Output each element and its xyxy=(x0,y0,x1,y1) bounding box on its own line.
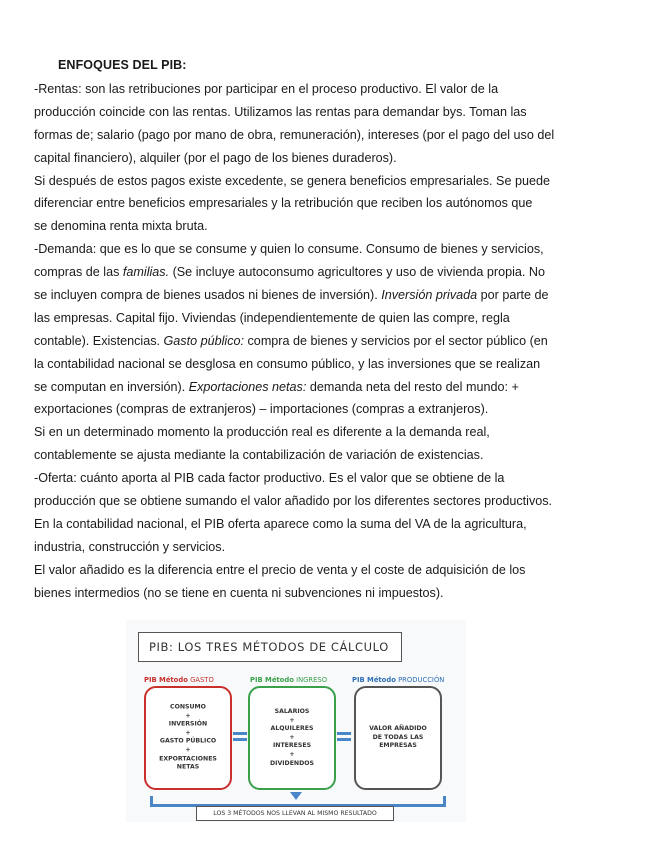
text-line: diferenciar entre beneficios empresariales y la retribución que reciben los autónomos que xyxy=(34,196,533,211)
text-line xyxy=(34,261,630,284)
label-prefix: PIB Método xyxy=(144,676,188,684)
plus: + xyxy=(289,750,295,758)
label-prefix: PIB Método xyxy=(250,676,294,684)
text-line: formas de; salario (pago por mano de obra, remuneración), intereses (por el pago del uso del xyxy=(34,127,555,142)
text-line: capital financiero), alquiler (por el pago de los bienes duraderos). xyxy=(34,150,397,165)
item: NETAS xyxy=(176,763,200,771)
text-line: Si en un determinado momento la producción real es diferente a la demanda real, xyxy=(34,425,490,440)
equals-icon xyxy=(233,730,247,742)
box-ingreso-content xyxy=(250,708,334,768)
plus: + xyxy=(289,733,295,741)
item: VALOR AÑADIDO xyxy=(369,725,427,733)
text-line: Si después de estos pagos existe excedente, se genera beneficios empresariales. Se puede xyxy=(34,173,550,188)
text-line: producción coincide con las rentas. Utilizamos las rentas para demandar bys. Toman las xyxy=(34,104,527,119)
box-produccion xyxy=(354,686,442,790)
plus: + xyxy=(185,729,191,737)
item: DE TODAS LAS xyxy=(372,733,424,741)
item: EXPORTACIONES xyxy=(159,755,217,763)
plus: + xyxy=(185,712,191,720)
label-gasto xyxy=(144,676,214,684)
item: DIVIDENDOS xyxy=(270,759,314,767)
label-method: INGRESO xyxy=(296,676,328,684)
text-line: -Rentas: son las retribuciones por participar en el proceso productivo. El valor de la xyxy=(34,82,499,96)
text-line: exportaciones (compras de extranjeros) – importaciones (compras a extranjeros). xyxy=(34,402,489,417)
equals-icon xyxy=(337,730,351,742)
text-line: En la contabilidad nacional, el PIB oferta aparece como la suma del VA de la agricultura, xyxy=(34,516,527,531)
item: ALQUILERES xyxy=(270,725,314,733)
label-prefix: PIB Método xyxy=(352,676,396,684)
text-line: El valor añadido es la diferencia entre el precio de venta y el coste de adquisición de los xyxy=(34,562,526,577)
section-heading: ENFOQUES DEL PIB: xyxy=(58,58,187,72)
text-run: se computan en inversión). xyxy=(34,379,189,394)
text-line xyxy=(34,284,630,307)
text-line: la contabilidad nacional se desglosa en consumo público, y las inversiones que se realizan xyxy=(34,356,541,371)
italic-term: Inversión privada xyxy=(381,288,478,303)
text-run: por parte de xyxy=(477,288,549,303)
body-text xyxy=(34,78,630,604)
box-gasto xyxy=(144,686,232,790)
text-run: compras de las xyxy=(34,265,123,280)
box-produccion-content xyxy=(356,725,440,751)
diagram-title: PIB: LOS TRES MÉTODOS DE CÁLCULO xyxy=(138,632,402,662)
text-run: compra de bienes y servicios por el sector público (en xyxy=(244,333,548,348)
italic-term: Exportaciones netas: xyxy=(188,379,307,394)
item: CONSUMO xyxy=(170,703,206,711)
text-line xyxy=(34,330,630,353)
text-line: industria, construcción y servicios. xyxy=(34,539,226,554)
item: EMPRESAS xyxy=(379,742,417,750)
box-gasto-content xyxy=(146,704,230,773)
text-line: contablemente se ajusta mediante la contabilización de variación de existencias. xyxy=(34,448,484,463)
plus: + xyxy=(289,716,295,724)
text-run: (Se incluye autoconsumo agricultores y uso de vivienda propia. No xyxy=(169,265,546,280)
text-line: bienes intermedios (no se tiene en cuenta ni subvenciones ni impuestos). xyxy=(34,585,444,600)
item: GASTO PÚBLICO xyxy=(159,738,217,745)
pib-methods-diagram xyxy=(126,620,466,822)
text-line: producción que se obtiene sumando el valor añadido por los diferentes sectores productivos. xyxy=(34,494,553,509)
plus: + xyxy=(185,746,191,754)
label-ingreso xyxy=(250,676,327,684)
text-run: se incluyen compra de bienes usados ni bienes de inversión). xyxy=(34,288,382,303)
label-method: GASTO xyxy=(190,676,214,684)
text-line: las empresas. Capital fijo. Viviendas (independientemente de quien las compre, regla xyxy=(34,310,510,325)
text-run: demanda neta del resto del mundo: + xyxy=(306,379,519,394)
italic-term: familias. xyxy=(122,265,170,280)
text-line: -Demanda: que es lo que se consume y quien lo consume. Consumo de bienes y servicios, xyxy=(34,242,544,257)
text-line: -Oferta: cuánto aporta al PIB cada factor productivo. Es el valor que se obtiene de la xyxy=(34,471,505,486)
item: INTERESES xyxy=(272,742,312,750)
text-line xyxy=(34,376,630,399)
text-line: se denomina renta mixta bruta. xyxy=(34,219,208,234)
item: SALARIOS xyxy=(274,707,310,715)
label-method: PRODUCCIÓN xyxy=(398,676,445,684)
box-ingreso xyxy=(248,686,336,790)
result-box: LOS 3 MÉTODOS NOS LLEVAN AL MISMO RESULTADO xyxy=(196,806,394,821)
label-produccion xyxy=(352,676,444,684)
italic-term: Gasto público: xyxy=(163,333,245,348)
text-run: contable). Existencias. xyxy=(34,333,164,348)
arrow-down-icon xyxy=(290,792,302,800)
item: INVERSIÓN xyxy=(168,720,208,728)
